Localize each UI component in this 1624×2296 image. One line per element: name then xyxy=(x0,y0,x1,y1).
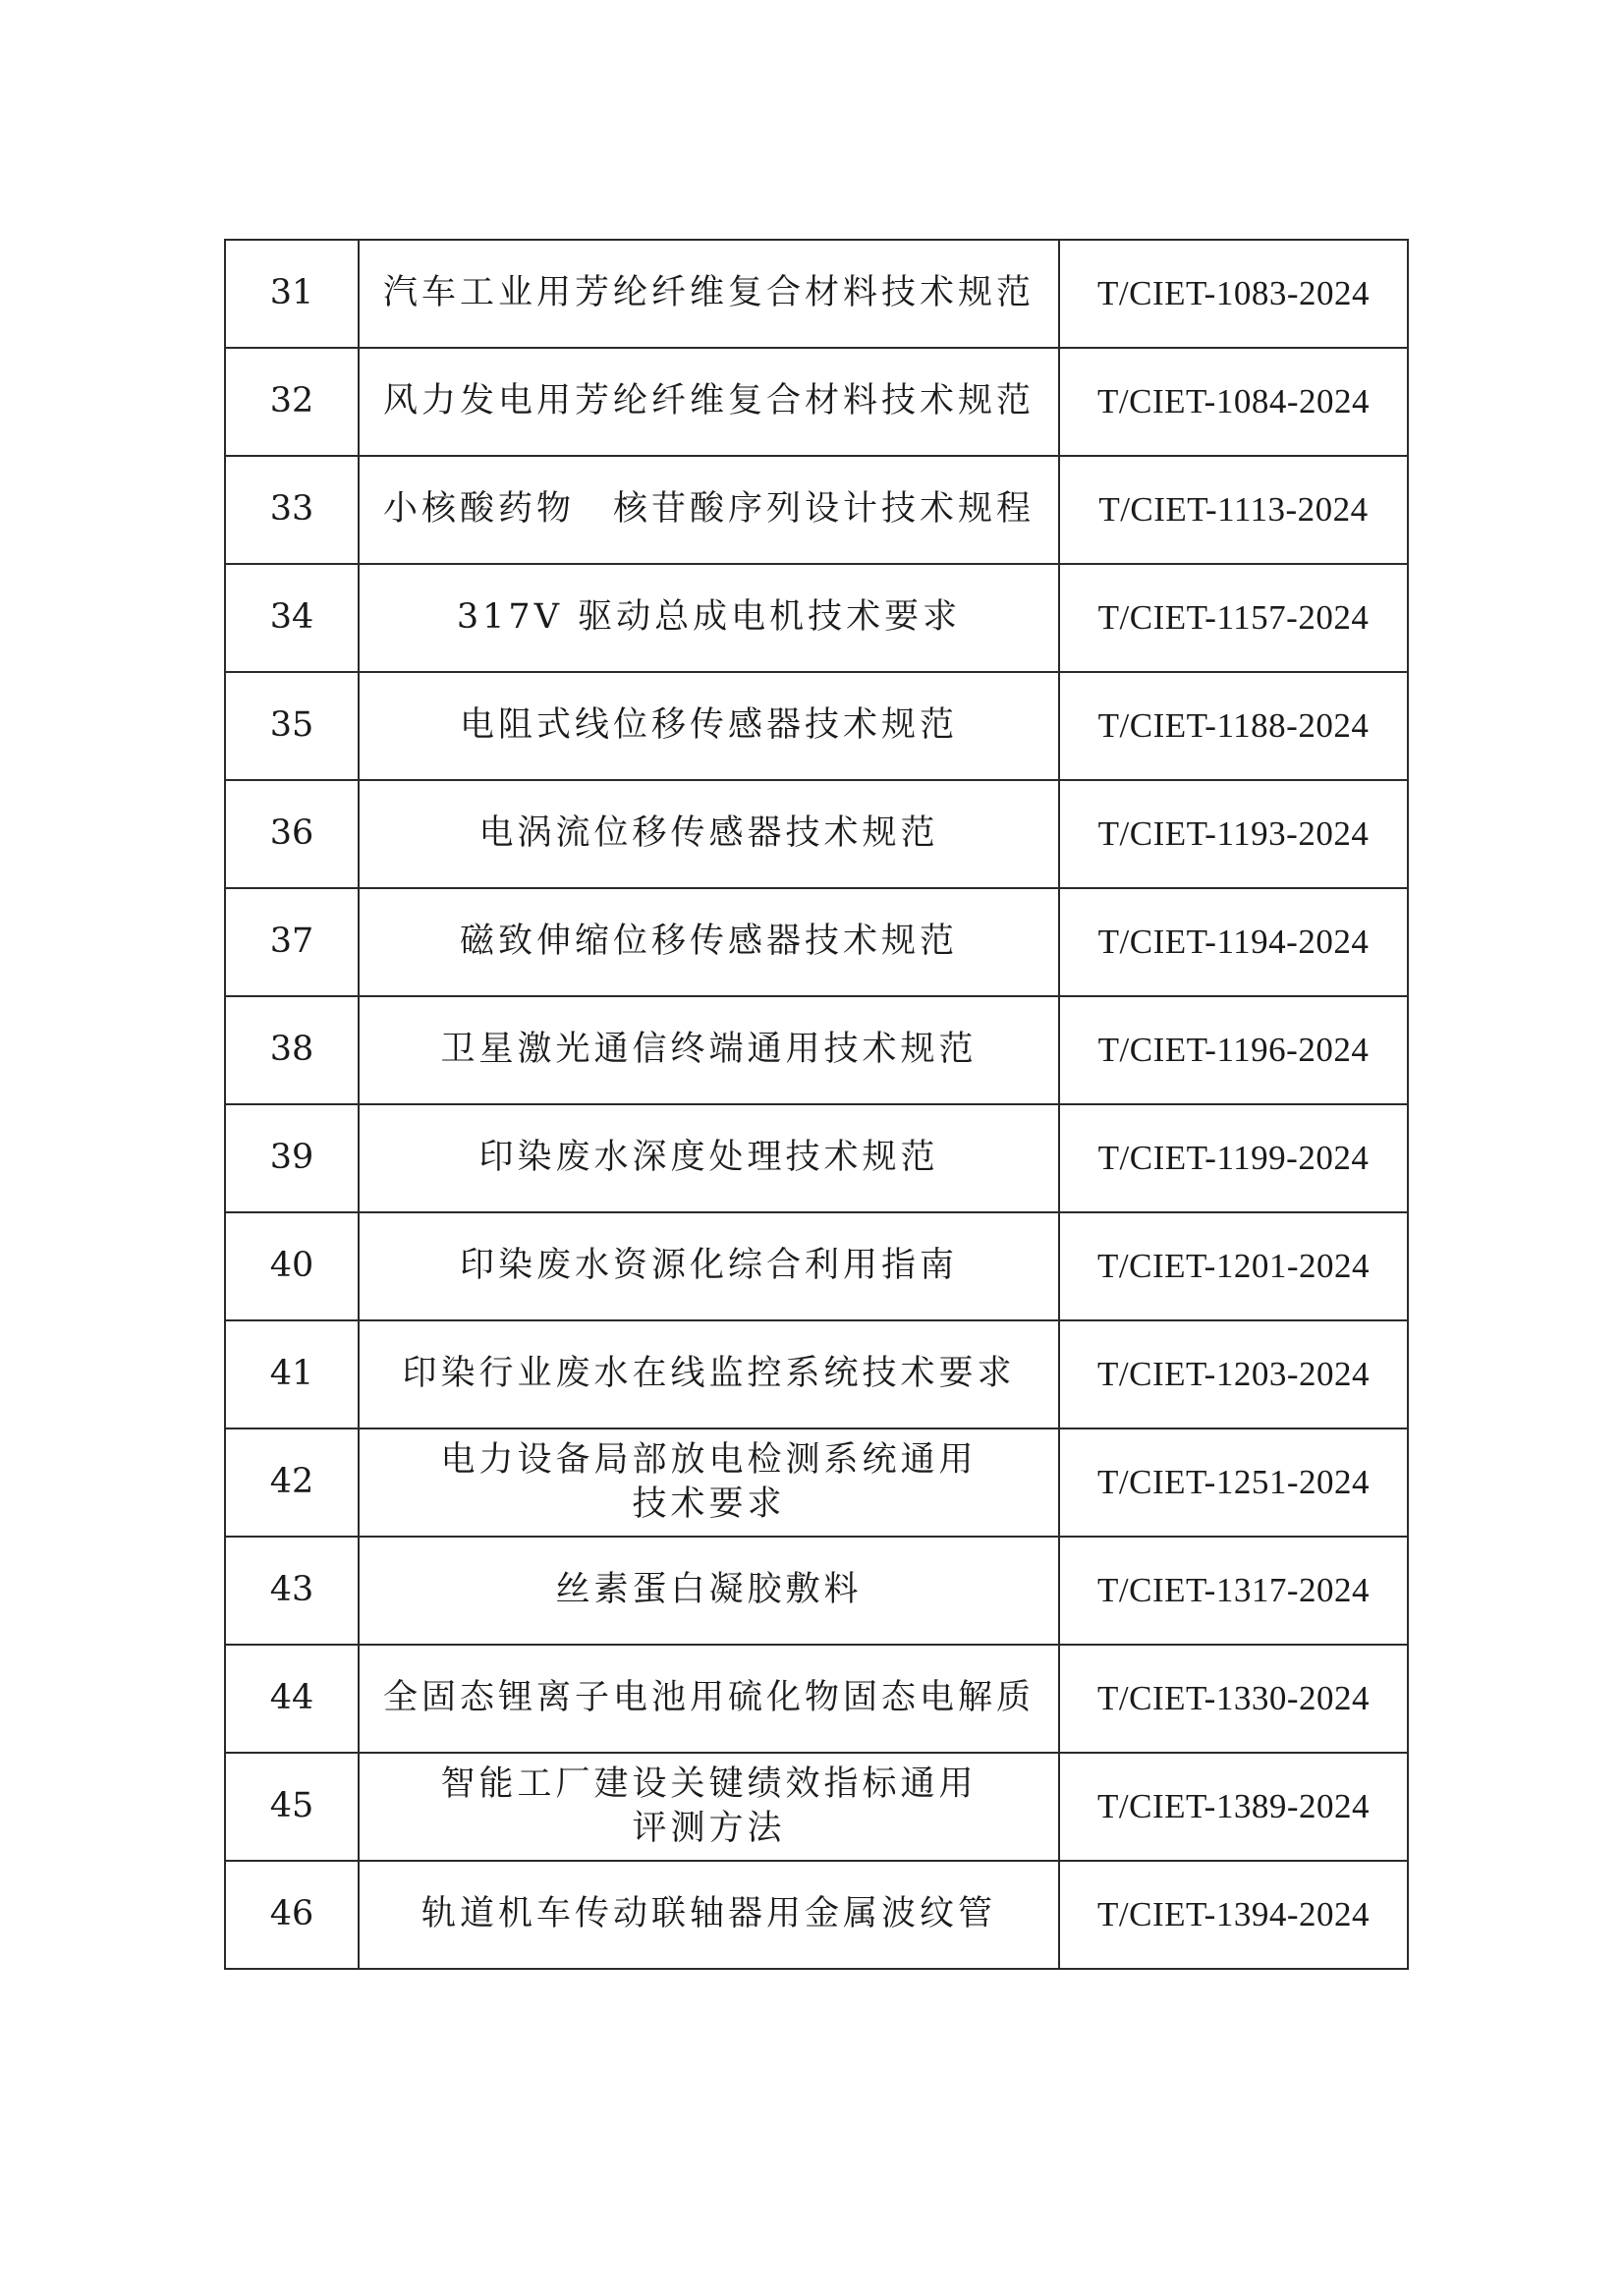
standards-table-body xyxy=(225,240,1408,1969)
table-row xyxy=(225,888,1408,996)
standard-code: T/CIET-1203-2024 xyxy=(1059,1320,1408,1428)
table-row xyxy=(225,996,1408,1104)
row-number: 42 xyxy=(225,1428,359,1537)
standard-code: T/CIET-1389-2024 xyxy=(1059,1753,1408,1861)
standard-name: 汽车工业用芳纶纤维复合材料技术规范 xyxy=(359,240,1059,348)
row-number: 39 xyxy=(225,1104,359,1212)
standard-code: T/CIET-1394-2024 xyxy=(1059,1861,1408,1969)
standard-name: 印染行业废水在线监控系统技术要求 xyxy=(359,1320,1059,1428)
standard-code: T/CIET-1188-2024 xyxy=(1059,672,1408,780)
row-number: 34 xyxy=(225,564,359,672)
standard-name: 轨道机车传动联轴器用金属波纹管 xyxy=(359,1861,1059,1969)
row-number: 35 xyxy=(225,672,359,780)
standard-name: 317V 驱动总成电机技术要求 xyxy=(359,564,1059,672)
table-row xyxy=(225,1104,1408,1212)
table-row xyxy=(225,1753,1408,1861)
standards-table xyxy=(224,239,1409,1970)
row-number: 38 xyxy=(225,996,359,1104)
standard-code: T/CIET-1330-2024 xyxy=(1059,1645,1408,1753)
table-row xyxy=(225,348,1408,456)
standard-code: T/CIET-1199-2024 xyxy=(1059,1104,1408,1212)
table-row xyxy=(225,1212,1408,1320)
row-number: 41 xyxy=(225,1320,359,1428)
standard-code: T/CIET-1194-2024 xyxy=(1059,888,1408,996)
standard-code: T/CIET-1084-2024 xyxy=(1059,348,1408,456)
row-number: 45 xyxy=(225,1753,359,1861)
standard-name: 印染废水深度处理技术规范 xyxy=(359,1104,1059,1212)
row-number: 31 xyxy=(225,240,359,348)
row-number: 36 xyxy=(225,780,359,888)
standard-name: 印染废水资源化综合利用指南 xyxy=(359,1212,1059,1320)
standard-code: T/CIET-1083-2024 xyxy=(1059,240,1408,348)
table-row xyxy=(225,672,1408,780)
row-number: 40 xyxy=(225,1212,359,1320)
standard-name: 磁致伸缩位移传感器技术规范 xyxy=(359,888,1059,996)
table-row xyxy=(225,780,1408,888)
standard-code: T/CIET-1317-2024 xyxy=(1059,1537,1408,1645)
table-row xyxy=(225,240,1408,348)
table-row xyxy=(225,1428,1408,1537)
standard-name: 丝素蛋白凝胶敷料 xyxy=(359,1537,1059,1645)
row-number: 37 xyxy=(225,888,359,996)
standard-name: 小核酸药物 核苷酸序列设计技术规程 xyxy=(359,456,1059,564)
standard-name: 全固态锂离子电池用硫化物固态电解质 xyxy=(359,1645,1059,1753)
standard-name: 电阻式线位移传感器技术规范 xyxy=(359,672,1059,780)
standard-name: 卫星激光通信终端通用技术规范 xyxy=(359,996,1059,1104)
row-number: 33 xyxy=(225,456,359,564)
row-number: 44 xyxy=(225,1645,359,1753)
standard-code: T/CIET-1193-2024 xyxy=(1059,780,1408,888)
table-row xyxy=(225,1320,1408,1428)
standard-code: T/CIET-1157-2024 xyxy=(1059,564,1408,672)
standard-code: T/CIET-1196-2024 xyxy=(1059,996,1408,1104)
standard-code: T/CIET-1113-2024 xyxy=(1059,456,1408,564)
standard-name: 电力设备局部放电检测系统通用 技术要求 xyxy=(359,1428,1059,1537)
standard-name: 风力发电用芳纶纤维复合材料技术规范 xyxy=(359,348,1059,456)
standard-name: 电涡流位移传感器技术规范 xyxy=(359,780,1059,888)
table-row xyxy=(225,456,1408,564)
row-number: 46 xyxy=(225,1861,359,1969)
row-number: 32 xyxy=(225,348,359,456)
table-row xyxy=(225,1537,1408,1645)
table-row xyxy=(225,1645,1408,1753)
standard-name: 智能工厂建设关键绩效指标通用 评测方法 xyxy=(359,1753,1059,1861)
table-row xyxy=(225,1861,1408,1969)
standard-code: T/CIET-1251-2024 xyxy=(1059,1428,1408,1537)
row-number: 43 xyxy=(225,1537,359,1645)
table-row xyxy=(225,564,1408,672)
standard-code: T/CIET-1201-2024 xyxy=(1059,1212,1408,1320)
